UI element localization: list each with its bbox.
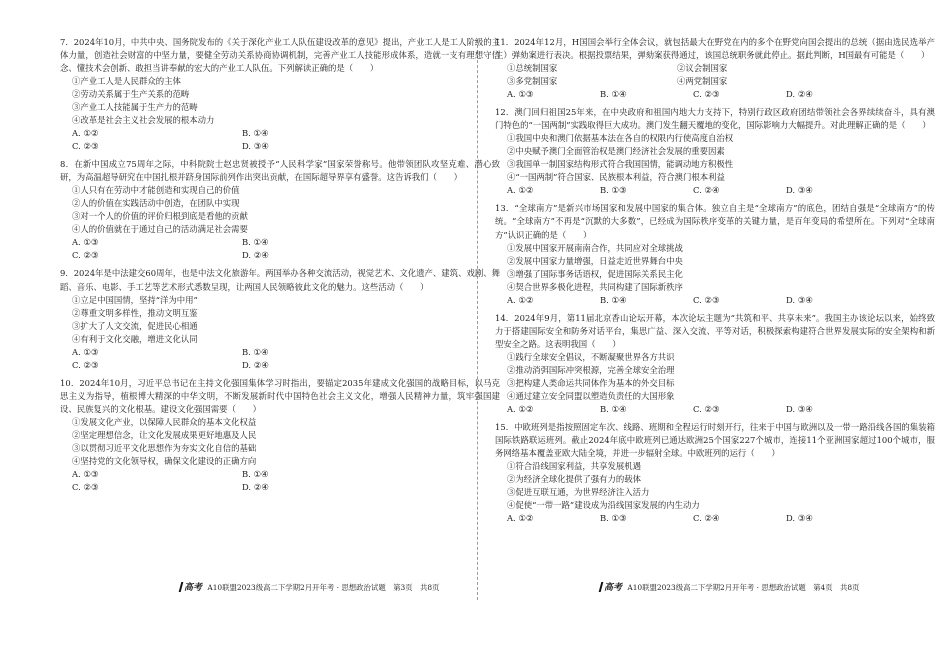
question-13 [495, 202, 935, 306]
page-footer-right [600, 582, 859, 593]
answer-choices [507, 294, 935, 307]
choice-b: B. ①③ [600, 185, 627, 196]
statement-option: ③扩大了人文交流，促进民心相通 [72, 320, 198, 331]
choice-b: B. ①④ [242, 237, 269, 248]
answer-choices [72, 236, 500, 262]
statement-option: ④人的价值就在于通过自己的活动满足社会需要 [72, 224, 248, 235]
statement-option: ①我国中央和澳门依据基本法在各自的权限内行使高度自治权 [507, 133, 734, 144]
statement-option: ③以贯彻习近平文化思想作为夯实文化自信的基础 [72, 442, 257, 453]
statement-option: ①总统制国家 [507, 63, 558, 74]
statement-option: ④坚持党的文化领导权，确保文化建设的正确方向 [72, 455, 257, 466]
question-7 [60, 36, 500, 153]
footer-text: A10联盟2023级高二下学期2月开年考 · 思想政治试题 第4页 共8页 [627, 583, 860, 592]
statement-option: ④有利于文化交融，增进文化认同 [72, 333, 198, 344]
question-11 [495, 36, 935, 101]
footer-text: A10联盟2023级高二下学期2月开年考 · 思想政治试题 第3页 共8页 [207, 583, 440, 592]
statement-option: ④“一国两制”符合国家、民族根本利益，符合澳门根本利益 [507, 172, 725, 183]
answer-choices [72, 346, 500, 372]
choice-b: B. ①③ [600, 513, 627, 524]
choice-c: C. ②③ [72, 141, 99, 152]
question-9 [60, 267, 500, 371]
statement-option: ④两党制国家 [677, 76, 728, 87]
choice-c: C. ②④ [693, 185, 720, 196]
statement-option: ①产业工人是人民群众的主体 [72, 76, 181, 87]
statement-option: ③促进互联互通，为世界经济注入活力 [507, 487, 650, 498]
question-stem: 11．2024年12月，H国国会举行全体会议，就包括最大在野党在内的多个在野党向国会提出的总统（据由选民选举产生）弹劾案进行表决。根据投票结果，弹劾案获得通过，该国总统职务就此停止。据此判断，H国最有可能是（ ） [495, 37, 935, 61]
choice-c: C. ②③ [72, 250, 99, 261]
statement-options [507, 62, 935, 88]
statement-option: ②坚定理想信念，让文化发展成果更好地惠及人民 [72, 429, 257, 440]
choice-a: A. ①② [507, 185, 534, 196]
answer-choices [507, 88, 935, 101]
choice-b: B. ①④ [242, 128, 269, 139]
choice-a: A. ①③ [507, 89, 534, 100]
question-stem: 7．2024年10月，中共中央、国务院发布的《关于深化产业工人队伍建设改革的意见》提出，产业工人是工人阶级的主体力量，创造社会财富的中坚力量，要健全劳动关系协商协调机制，完善产业工人技能形成体系，造就一支有理想守信念、懂技术会创新、敢担当讲奉献的宏大的产业工人队伍。下列解读正确的是（ ） [60, 37, 500, 74]
choice-d: D. ③④ [786, 403, 813, 414]
question-stem: 10．2024年10月，习近平总书记在主持文化强国集体学习时指出，要锚定2035年建成文化强国的战略目标，以马克思主义为指导，植根博大精深的中华文明，不断发展新时代中国特色社会主义文化，增强人民精神力量，筑牢强国建设、民族复兴的文化根基。建设文化强国需要（ ） [60, 377, 500, 414]
choice-a: A. ①③ [72, 468, 99, 479]
statement-option: ①发展文化产业，以保障人民群众的基本文化权益 [72, 416, 257, 427]
statement-option: ③产业工人技能属于生产力的范畴 [72, 102, 198, 113]
statement-option: ②中央赋予澳门全面管治权是澳门经济社会发展的重要因素 [507, 146, 725, 157]
choice-c: C. ②③ [693, 89, 720, 100]
answer-choices [72, 468, 500, 494]
choice-b: B. ①④ [600, 89, 627, 100]
choice-b: B. ①④ [600, 294, 627, 305]
statement-option: ②议会制国家 [677, 63, 728, 74]
choice-d: D. ③④ [786, 185, 813, 196]
statement-option: ②人的价值在实践活动中创造，在团队中实现 [72, 198, 240, 209]
choice-c: C. ②③ [72, 481, 99, 492]
answer-choices [507, 512, 935, 525]
choice-d: D. ③④ [786, 294, 813, 305]
choice-b: B. ①④ [600, 403, 627, 414]
answer-choices [507, 403, 935, 416]
question-stem: 12．澳门回归祖国25年来，在中央政府和祖国内地大力支持下，特别行政区政府团结带领社会各界续续奋斗，具有澳门特色的“一国两制”实践取得巨大成功。澳门发生翻天覆地的变化，国际影响力大幅提升。对此理解正确的是（ ） [495, 107, 935, 131]
statement-option: ④促使“一带一路”建设成为沿线国家发展的内生动力 [507, 500, 700, 511]
question-stem: 13．“全球南方”是新兴市场国家和发展中国家的集合体。独立自主是“全球南方”的底色，团结自强是“全球南方”的传统。“全球南方”不再是“沉默的大多数”，已经成为国际秩序变革的关键力量，是百年变局的希望所在。下列对“全球南方”认识正确的是（ ） [495, 203, 935, 240]
question-14 [495, 312, 935, 416]
choice-d: D. ②④ [242, 359, 269, 370]
question-stem: 14．2024年9月，第11届北京香山论坛开幕，本次论坛主题为“共筑和平、共享未来”。我国主办该论坛以来，始终致力于搭建国际安全和防务对话平台，集思广益、深入交流、平等对话，积极探索构建符合世界发展实际的安全架构和新型安全之路。这表明我国（ ） [495, 312, 935, 349]
choice-b: B. ①④ [242, 468, 269, 479]
choice-a: A. ①③ [72, 237, 99, 248]
choice-b: B. ①④ [242, 346, 269, 357]
question-stem: 8．在新中国成立75周年之际，中科院院士赵忠贤被授予“人民科学家”国家荣誉称号。他带领团队攻坚克难、潜心致研，为高温超导研究在中国扎根并跻身国际前列作出突出贡献，在国际超导界享有盛誉。这告诉我们（ ） [60, 159, 500, 183]
statement-option: ④改革是社会主义社会发展的根本动力 [72, 115, 215, 126]
statement-option: ③多党制国家 [507, 76, 558, 87]
statement-option: ②为经济全球化提供了强有力的载体 [507, 474, 641, 485]
question-stem: 9．2024年是中法建交60周年，也是中法文化旅游年。两国举办各种交流活动，视觉艺术、文化遗产、建筑、戏剧、舞蹈、音乐、电影、手工艺等艺术形式悉数呈现，让两国人民领略彼此文化的魅力。这些活动（ ） [60, 268, 500, 292]
statement-option: ②尊重文明多样性，推动文明互鉴 [72, 307, 198, 318]
choice-d: D. ③④ [242, 141, 269, 152]
question-stem: 15．中欧班列是指按照固定车次、线路、班期和全程运行时刻开行，往来于中国与欧洲以及一带一路沿线各国的集装箱国际铁路联运班列。截止2024年底中欧班列已通达欧洲25个国家227个城市，连接11个亚洲国家超过100个城市，服务网络基本覆盖亚欧大陆全境，并进一步辐射全球。中欧班列的运行（ ） [495, 421, 935, 459]
answer-choices [507, 184, 935, 197]
choice-d: D. ②④ [242, 481, 269, 492]
statement-option: ①人只有在劳动中才能创造和实现自己的价值 [72, 185, 240, 196]
answer-choices [72, 127, 500, 153]
statement-option: ③对一个人的价值的评价归根到底是看他的贡献 [72, 211, 248, 222]
statement-option: ①符合沿线国家利益，共享发展机遇 [507, 461, 641, 472]
statement-option: ③把构建人类命运共同体作为基本的外交目标 [507, 377, 675, 388]
statement-option: ①立足中国国情，坚持“洋为中用” [72, 294, 198, 305]
statement-option: ②劳动关系属于生产关系的范畴 [72, 89, 190, 100]
choice-c: C. ②③ [72, 359, 99, 370]
statement-option: ④通过建立安全同盟以塑造负责任的大国形象 [507, 390, 675, 401]
statement-option: ③我国单一制国家结构形式符合我国国情，能调动地方积极性 [507, 159, 734, 170]
choice-a: A. ①② [507, 513, 534, 524]
question-10 [60, 377, 500, 494]
statement-option: ③增强了国际事务话语权，促进国际关系民主化 [507, 268, 683, 279]
statement-option: ④契合世界多极化进程，共同构建了国际新秩序 [507, 281, 683, 292]
choice-c: C. ②④ [693, 513, 720, 524]
choice-a: A. ①② [72, 128, 99, 139]
choice-a: A. ①③ [72, 346, 99, 357]
choice-a: A. ①② [507, 403, 534, 414]
question-8 [60, 158, 500, 262]
statement-option: ①践行全球安全倡议，不断凝聚世界各方共识 [507, 351, 675, 362]
question-12 [495, 106, 935, 197]
page-right [495, 36, 935, 596]
statement-option: ①发展中国家开展南南合作，共同应对全球挑战 [507, 242, 683, 253]
publisher-logo: 高考 [600, 582, 622, 593]
publisher-logo: 高考 [180, 582, 202, 593]
choice-d: D. ②④ [242, 250, 269, 261]
choice-d: D. ②④ [786, 89, 813, 100]
statement-option: ②推动消弭国际冲突根源，完善全球安全治理 [507, 364, 675, 375]
choice-c: C. ②③ [693, 403, 720, 414]
statement-option: ②发展中国家力量增强，日益走近世界舞台中央 [507, 255, 683, 266]
question-15 [495, 421, 935, 525]
choice-a: A. ①② [507, 294, 534, 305]
choice-c: C. ②③ [693, 294, 720, 305]
page-left [60, 36, 500, 596]
choice-d: D. ③④ [786, 513, 813, 524]
page-footer-left [180, 582, 439, 593]
